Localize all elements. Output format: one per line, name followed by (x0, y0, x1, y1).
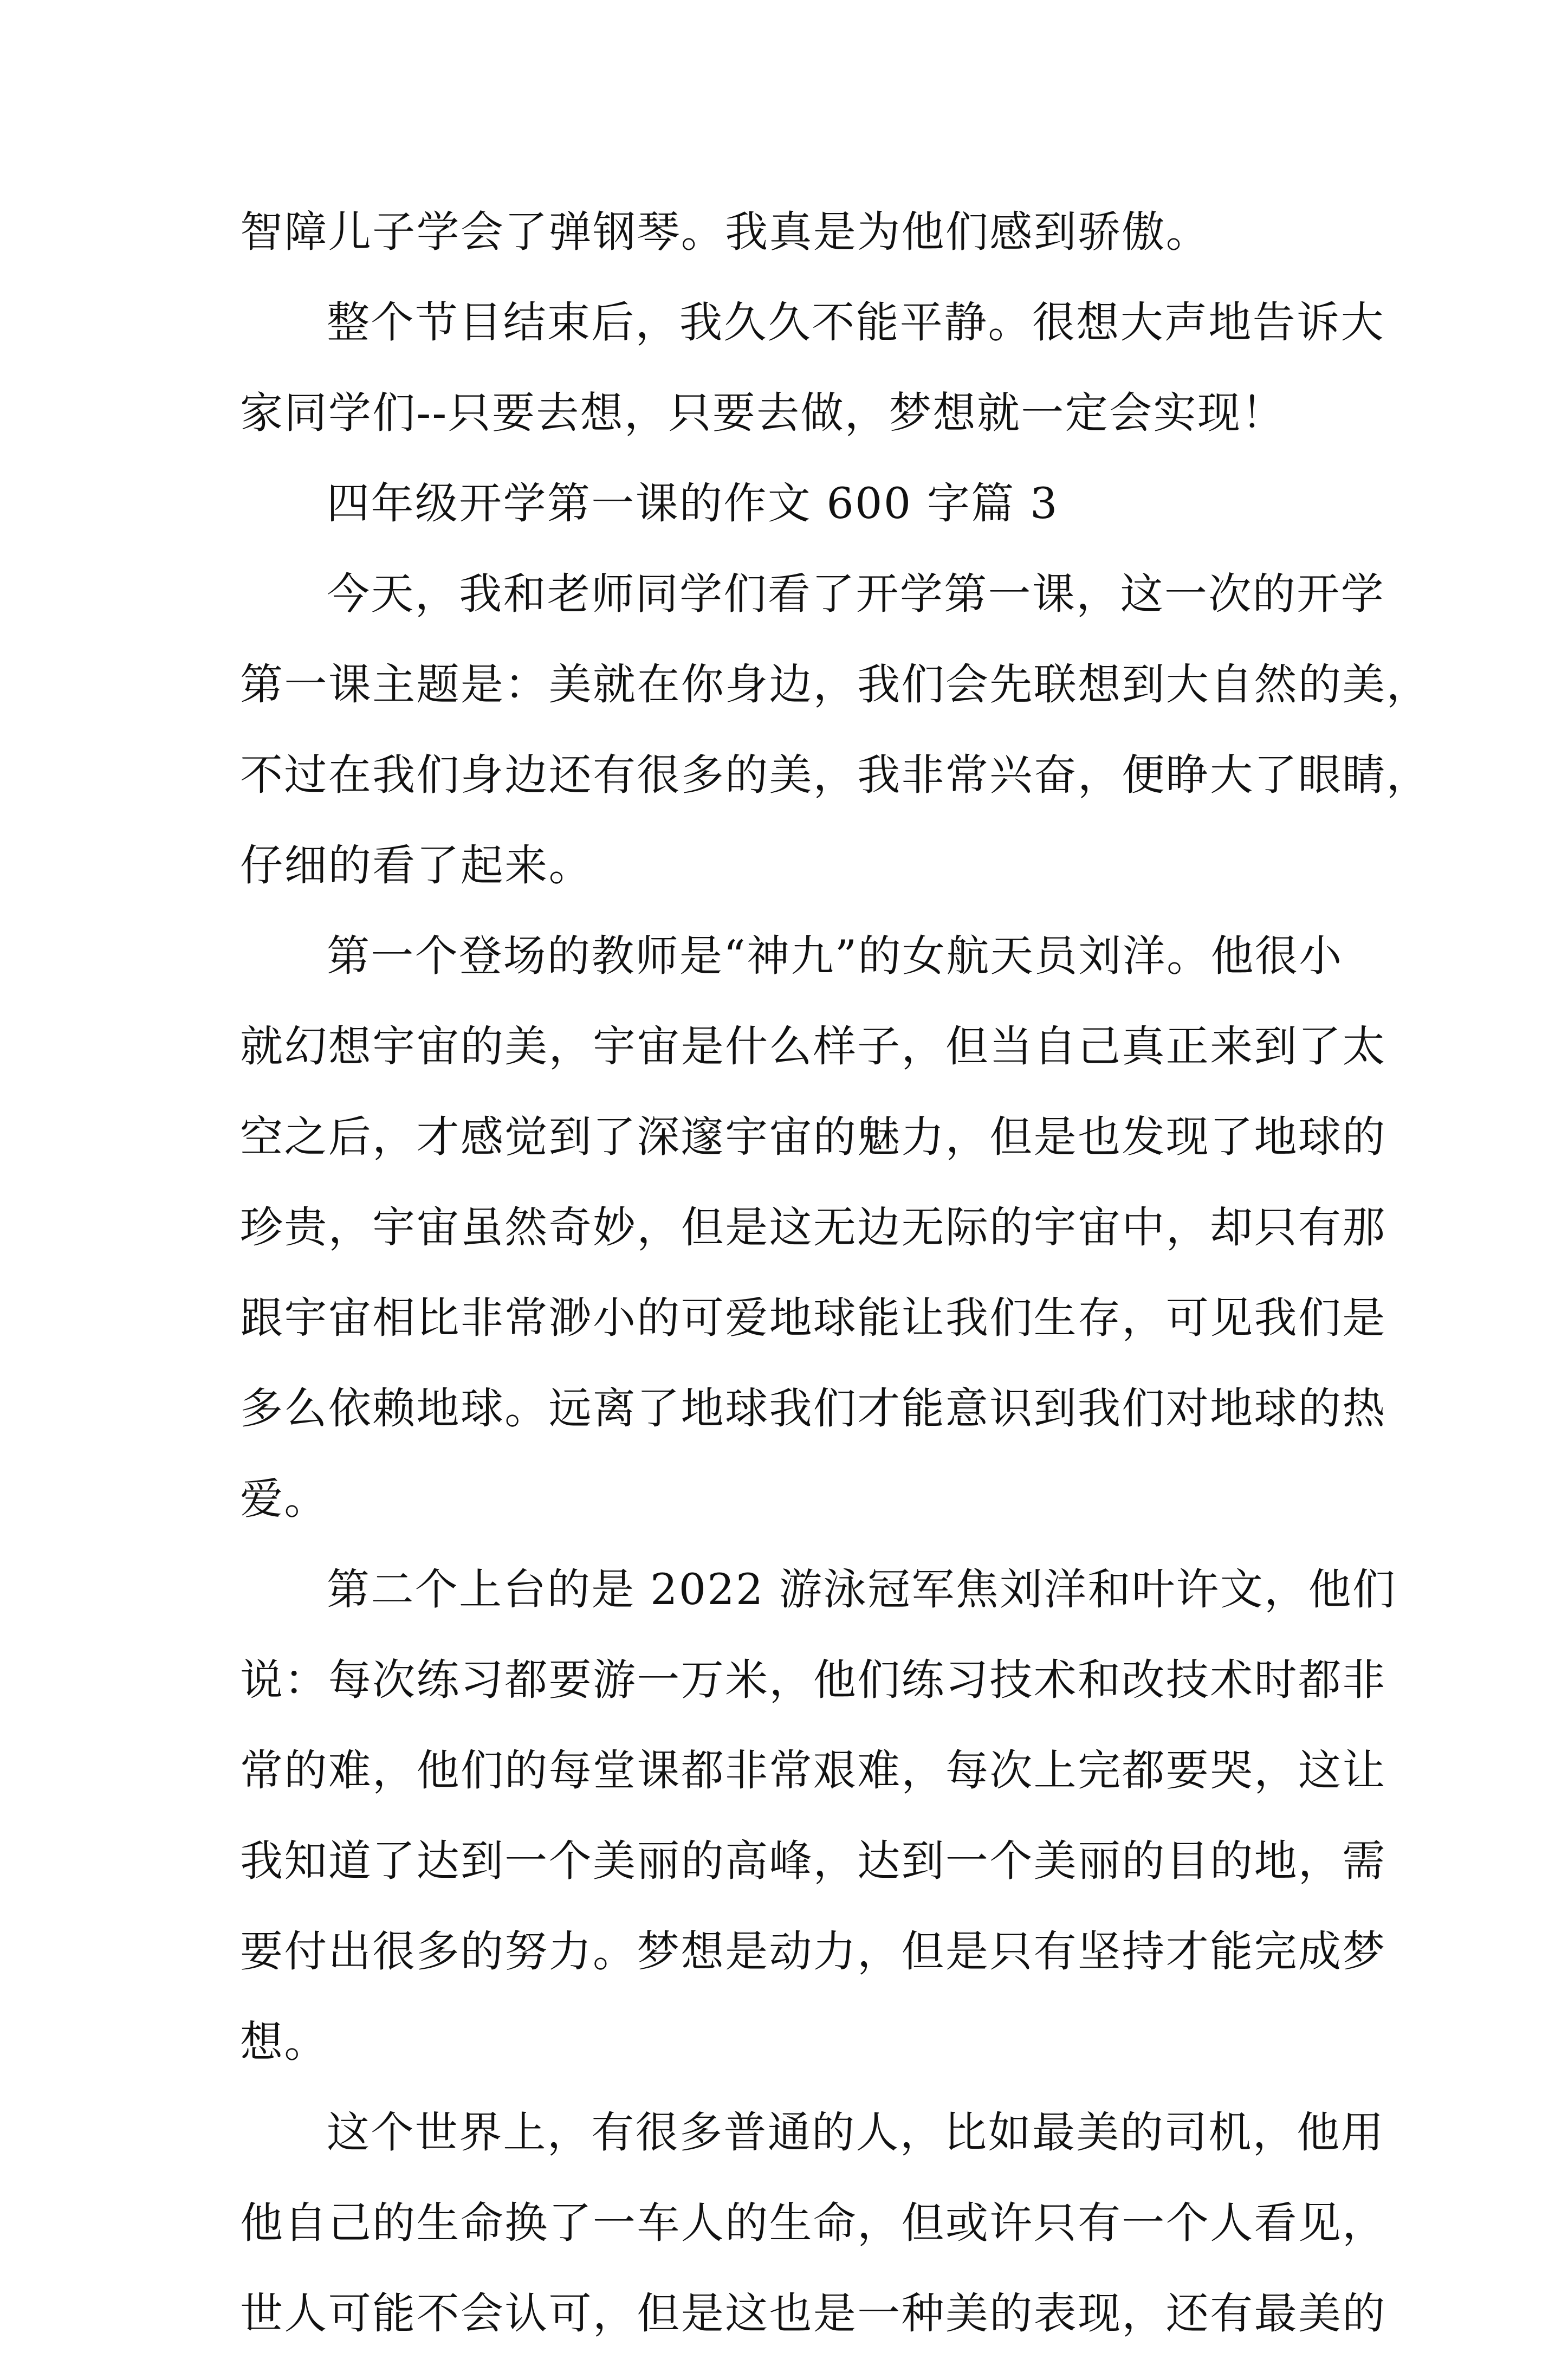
text-line-22: 这个世界上，有很多普通的人，比如最美的司机，他用 (327, 2108, 1385, 2157)
text-line-10: 就幻想宇宙的美，宇宙是什么样子，但当自己真正来到了太 (240, 1022, 1386, 1071)
text-line-23: 他自己的生命换了一车人的生命，但或许只有一个人看见， (240, 2198, 1386, 2248)
text-line-7: 不过在我们身边还有很多的美，我非常兴奋，便睁大了眼睛， (240, 750, 1430, 800)
text-line-5: 今天，我和老师同学们看了开学第一课，这一次的开学 (327, 569, 1385, 619)
text-line-15: 爱。 (240, 1474, 328, 1524)
text-line-18: 常的难，他们的每堂课都非常艰难，每次上完都要哭，这让 (240, 1746, 1386, 1795)
text-line-13: 跟宇宙相比非常渺小的可爱地球能让我们生存，可见我们是 (240, 1293, 1386, 1343)
text-line-6: 第一课主题是：美就在你身边，我们会先联想到大自然的美， (240, 660, 1430, 709)
text-line-8: 仔细的看了起来。 (240, 841, 593, 890)
text-line-21: 想。 (240, 2017, 328, 2067)
text-line-16: 第二个上台的是 2022 游泳冠军焦刘洋和叶许文，他们 (327, 1565, 1397, 1614)
text-line-2: 整个节目结束后，我久久不能平静。很想大声地告诉大 (327, 298, 1385, 347)
text-line-24: 世人可能不会认可，但是这也是一种美的表现，还有最美的 (240, 2289, 1386, 2338)
text-line-17: 说：每次练习都要游一万米，他们练习技术和改技术时都非 (240, 1655, 1386, 1705)
text-line-19: 我知道了达到一个美丽的高峰，达到一个美丽的目的地，需 (240, 1836, 1386, 1886)
section-heading: 四年级开学第一课的作文 600 字篇 3 (327, 479, 1059, 528)
document-body (240, 187, 1430, 2359)
text-line-3: 家同学们--只要去想，只要去做，梦想就一定会实现！ (240, 388, 1286, 438)
text-line-12: 珍贵，宇宙虽然奇妙，但是这无边无际的宇宙中，却只有那 (240, 1203, 1386, 1252)
text-line-20: 要付出很多的努力。梦想是动力，但是只有坚持才能完成梦 (240, 1927, 1386, 1976)
text-line-11: 空之后，才感觉到了深邃宇宙的魅力，但是也发现了地球的 (240, 1112, 1386, 1162)
text-line-9: 第一个登场的教师是“神九”的女航天员刘洋。他很小 (327, 931, 1343, 981)
text-line-14: 多么依赖地球。远离了地球我们才能意识到我们对地球的热 (240, 1384, 1386, 1433)
text-line-1: 智障儿子学会了弹钢琴。我真是为他们感到骄傲。 (240, 207, 1210, 257)
